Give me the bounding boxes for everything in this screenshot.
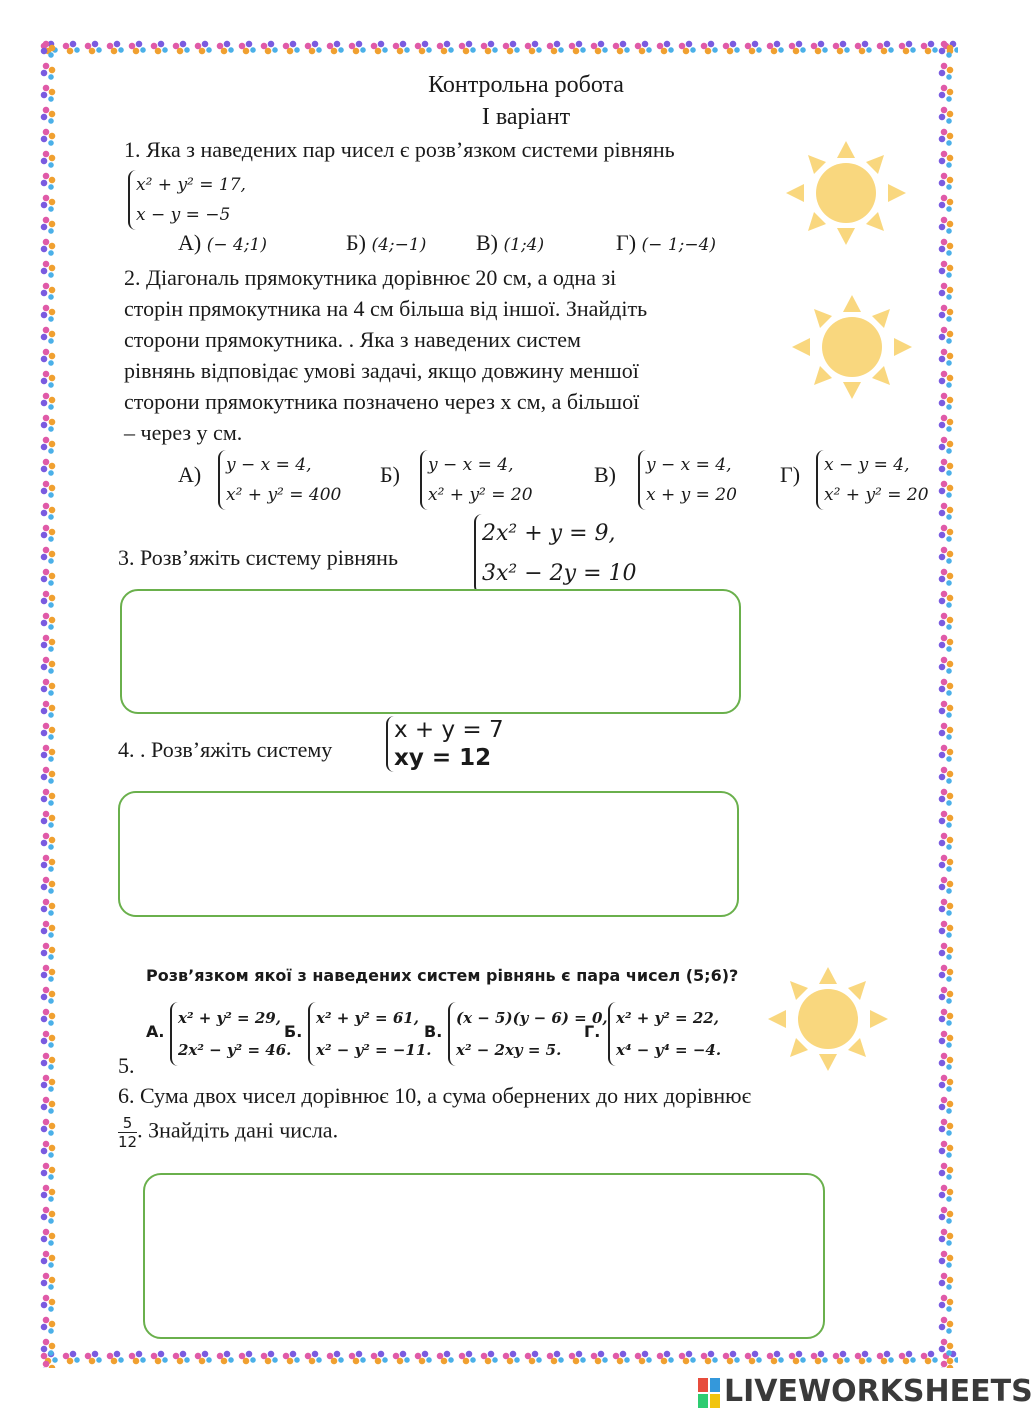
q5-option-b-line-2: x² − y² = −11.	[316, 1041, 432, 1059]
q2-option-c-line-1: y − x = 4,	[646, 455, 732, 475]
q6-line-2	[118, 1114, 338, 1151]
q2-line-1: 2. Діагональ прямокутника дорівнює 20 см, а одна зі	[124, 265, 617, 290]
q2-option-b-system	[420, 450, 533, 510]
q2-option-b-line-1: y − x = 4,	[428, 455, 514, 475]
q2-option-d-system	[816, 450, 929, 510]
q1-text: 1. Яка з наведених пар чисел є розв’язком системи рівнянь	[124, 137, 675, 162]
q1-option-b[interactable]	[346, 230, 426, 256]
q2-option-a-label[interactable]: А)	[178, 462, 202, 487]
sun-icon-3	[766, 964, 890, 1074]
q3-system-line-2: 3x² − 2y = 10	[482, 561, 637, 586]
q1-option-a[interactable]	[178, 230, 267, 256]
q2-option-b-line-2: x² + y² = 20	[428, 485, 533, 505]
q4-text: 4. . Розв’яжіть систему	[118, 737, 333, 762]
q1-option-d-value: (− 1;−4)	[641, 235, 717, 255]
q1-option-b-value: (4;−1)	[371, 235, 427, 255]
q5-option-d-system	[608, 1002, 721, 1066]
variant-label: І варіант	[481, 104, 571, 130]
q3-system	[474, 514, 636, 594]
q5-option-a-line-2: 2x² − y² = 46.	[178, 1041, 292, 1059]
q2-option-c-system	[638, 450, 737, 510]
q3-system-line-1: 2x² + y = 9,	[482, 521, 616, 546]
q2-line-4: рівнянь відповідає умові задачі, якщо довжину меншої	[124, 358, 639, 383]
q5-option-b-line-1: x² + y² = 61,	[316, 1009, 419, 1027]
q5-option-c-label[interactable]: В.	[424, 1022, 443, 1041]
q1-system-line-1: x² + y² = 17,	[136, 175, 246, 195]
q2-option-a-line-2: x² + y² = 400	[226, 485, 342, 505]
q2-line-6: – через у см.	[124, 420, 243, 445]
q5-option-b-system	[308, 1002, 432, 1066]
left-border	[38, 38, 60, 1368]
q5-option-a-label[interactable]: А.	[146, 1022, 165, 1041]
liveworksheets-logo-icon	[698, 1378, 720, 1408]
q2-option-d-label[interactable]: Г)	[780, 462, 801, 487]
q1-system	[128, 170, 246, 230]
q2-line-5: сторони прямокутника позначено через х см, а більшої	[124, 389, 640, 414]
sun-icon	[784, 138, 908, 248]
bottom-border	[38, 1348, 958, 1370]
q1-option-a-value: (− 4;1)	[206, 235, 267, 255]
q3-text: 3. Розв’яжіть систему рівнянь	[118, 545, 398, 570]
q5-option-a-system	[170, 1002, 291, 1066]
q2-option-d-line-2: x² + y² = 20	[824, 485, 929, 505]
q4-system	[386, 716, 504, 772]
q1-option-c-value: (1;4)	[503, 235, 545, 255]
sun-icon-2	[790, 292, 914, 402]
q1-option-c-label: В)	[476, 230, 498, 255]
q5-option-d-line-1: x² + y² = 22,	[616, 1009, 719, 1027]
q6-fraction	[118, 1114, 137, 1151]
q5-option-c-line-2: x² − 2xy = 5.	[456, 1041, 562, 1059]
q2-option-a-system	[218, 450, 341, 510]
page-title: Контрольна робота	[428, 72, 624, 98]
q2-line-2: сторін прямокутника на 4 см більша від іншої. Знайдіть	[124, 296, 648, 321]
q2-option-c-label[interactable]: В)	[594, 462, 616, 487]
liveworksheets-brand: LIVEWORKSHEETS	[724, 1374, 1033, 1409]
q3-answer-box[interactable]	[120, 589, 741, 714]
q2-option-b-label[interactable]: Б)	[380, 462, 400, 487]
q1-option-a-label: А)	[178, 230, 202, 255]
q2-option-d-line-1: x − y = 4,	[824, 455, 910, 475]
q4-system-line-2: xy = 12	[394, 745, 492, 771]
q6-line-1: 6. Сума двох чисел дорівнює 10, а сума обернених до них дорівнює	[118, 1083, 752, 1108]
q5-option-b-label[interactable]: Б.	[284, 1022, 303, 1041]
q5-number: 5.	[118, 1053, 135, 1078]
q1-option-c[interactable]	[476, 230, 544, 256]
q1-system-line-2: x − y = −5	[136, 205, 231, 225]
q6-fraction-numerator: 5	[118, 1114, 137, 1133]
q6-line-2-text: . Знайдіть дані числа.	[137, 1117, 339, 1143]
q1-option-b-label: Б)	[346, 230, 366, 255]
q5-option-d-line-2: x⁴ − y⁴ = −4.	[616, 1041, 722, 1059]
q1-option-d-label: Г)	[616, 230, 637, 255]
q5-option-d-label[interactable]: Г.	[584, 1022, 601, 1041]
q2-line-3: сторони прямокутника. . Яка з наведених систем	[124, 327, 581, 352]
q4-system-line-1: x + y = 7	[394, 717, 504, 743]
q4-answer-box[interactable]	[118, 791, 739, 917]
right-border	[936, 38, 958, 1368]
q2-text	[124, 262, 804, 448]
q5-option-c-line-1: (x − 5)(y − 6) = 0,	[456, 1009, 608, 1027]
q5-text: Розв’язком якої з наведених систем рівнянь є пара чисел (5;6)?	[146, 966, 739, 985]
top-border	[38, 38, 958, 60]
q2-option-c-line-2: x + y = 20	[646, 485, 737, 505]
q6-fraction-denominator: 12	[118, 1133, 138, 1151]
q1-option-d[interactable]	[616, 230, 716, 256]
q5-option-a-line-1: x² + y² = 29,	[178, 1009, 281, 1027]
q2-option-a-line-1: y − x = 4,	[226, 455, 312, 475]
q6-answer-box[interactable]	[143, 1173, 825, 1339]
